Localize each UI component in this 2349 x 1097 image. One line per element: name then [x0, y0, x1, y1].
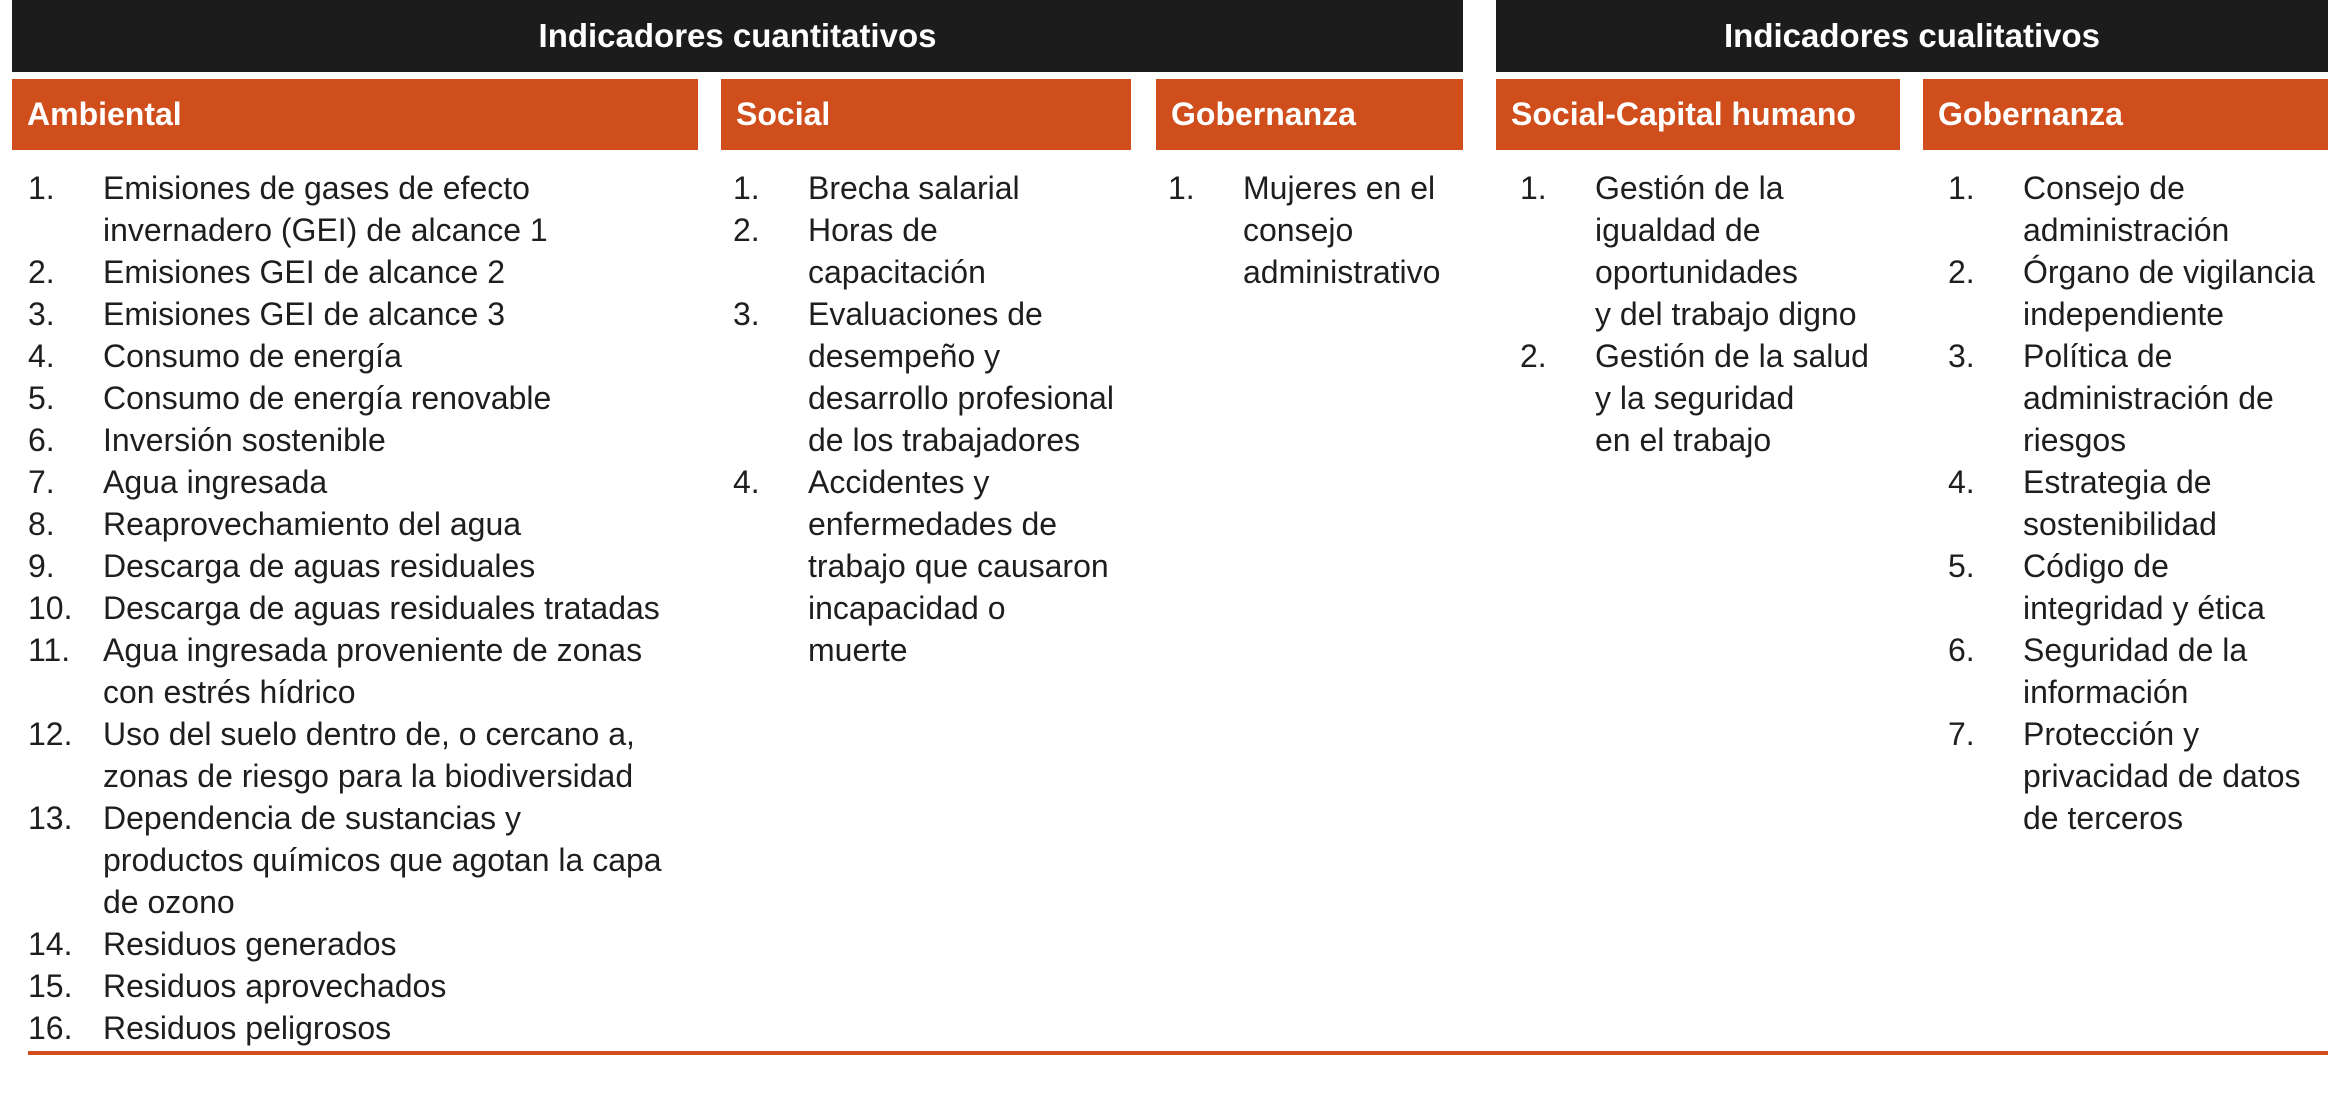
item-text: Residuos generados	[103, 926, 397, 962]
list-item	[733, 461, 1143, 671]
list-item	[28, 377, 708, 419]
item-text: Política de administración de riesgos	[2023, 338, 2274, 458]
item-text: Estrategia de sostenibilidad	[2023, 464, 2217, 542]
item-number: 4.	[1948, 464, 1975, 500]
social-capital-indicator-list	[1520, 167, 1900, 461]
item-number: 11.	[28, 632, 71, 668]
item-number: 1.	[1520, 170, 1547, 206]
quantitative-indicators-header: Indicadores cuantitativos	[12, 0, 1463, 72]
item-number: 4.	[733, 464, 760, 500]
item-text: Agua ingresada proveniente de zonas con estrés hídrico	[103, 632, 643, 710]
list-item	[1948, 629, 2338, 713]
list-item	[28, 629, 708, 713]
item-number: 3.	[1948, 338, 1975, 374]
list-item	[28, 293, 708, 335]
list-item	[28, 713, 708, 797]
list-item	[28, 587, 708, 629]
item-number: 4.	[28, 338, 55, 374]
item-number: 2.	[733, 212, 760, 248]
item-text: Residuos aprovechados	[103, 968, 447, 1004]
list-item	[1948, 251, 2338, 335]
social-indicator-list	[733, 167, 1143, 671]
item-text: Uso del suelo dentro de, o cercano a, zonas de riesgo para la biodiversidad	[103, 716, 635, 794]
category-ambiental: Ambiental	[12, 79, 698, 150]
item-number: 3.	[733, 296, 760, 332]
item-text: Emisiones de gases de efecto invernadero (GEI) de alcance 1	[103, 170, 548, 248]
item-text: Seguridad de la información	[2023, 632, 2248, 710]
item-text: Gestión de la igualdad de oportunidades y del trabajo digno	[1595, 170, 1857, 332]
category-social: Social	[721, 79, 1131, 150]
item-text: Consejo de administración	[2023, 170, 2230, 248]
item-number: 5.	[28, 380, 55, 416]
list-item	[28, 419, 708, 461]
item-number: 3.	[28, 296, 55, 332]
item-number: 1.	[28, 170, 55, 206]
list-item	[28, 1007, 708, 1049]
item-number: 2.	[1948, 254, 1975, 290]
item-number: 6.	[1948, 632, 1975, 668]
item-number: 2.	[1520, 338, 1547, 374]
item-number: 14.	[28, 926, 73, 962]
list-item	[733, 293, 1143, 461]
item-text: Brecha salarial	[808, 170, 1020, 206]
item-number: 9.	[28, 548, 55, 584]
item-text: Inversión sostenible	[103, 422, 386, 458]
category-gobernanza-quantitative: Gobernanza	[1156, 79, 1463, 150]
item-text: Agua ingresada	[103, 464, 328, 500]
list-item	[28, 965, 708, 1007]
item-text: Accidentes y enfermedades de trabajo que causaron incapacidad o muerte	[808, 464, 1109, 668]
item-text: Código de integridad y ética	[2023, 548, 2265, 626]
bottom-divider	[28, 1051, 2328, 1055]
list-item	[28, 167, 708, 251]
item-text: Consumo de energía	[103, 338, 402, 374]
category-gobernanza-qualitative: Gobernanza	[1923, 79, 2328, 150]
list-item	[28, 545, 708, 587]
item-text: Mujeres en el consejo administrativo	[1243, 170, 1441, 290]
list-item	[28, 923, 708, 965]
item-number: 1.	[1948, 170, 1975, 206]
item-text: Evaluaciones de desempeño y desarrollo profesional de los trabajadores	[808, 296, 1114, 458]
item-number: 7.	[28, 464, 55, 500]
item-number: 16.	[28, 1010, 73, 1046]
item-number: 2.	[28, 254, 55, 290]
item-text: Horas de capacitación	[808, 212, 986, 290]
item-text: Gestión de la salud y la seguridad en el trabajo	[1595, 338, 1869, 458]
item-text: Reaprovechamiento del agua	[103, 506, 522, 542]
item-text: Órgano de vigilancia independiente	[2023, 254, 2315, 332]
item-text: Emisiones GEI de alcance 3	[103, 296, 505, 332]
item-number: 6.	[28, 422, 55, 458]
gobernanza-quantitative-indicator-list	[1168, 167, 1468, 293]
list-item	[28, 335, 708, 377]
item-number: 1.	[733, 170, 760, 206]
gobernanza-qualitative-indicator-list	[1948, 167, 2338, 839]
list-item	[1948, 545, 2338, 629]
item-text: Dependencia de sustancias y productos químicos que agotan la capa de ozono	[103, 800, 662, 920]
item-number: 12.	[28, 716, 73, 752]
item-text: Emisiones GEI de alcance 2	[103, 254, 505, 290]
item-number: 8.	[28, 506, 55, 542]
list-item	[28, 251, 708, 293]
item-number: 13.	[28, 800, 73, 836]
category-social-capital-humano: Social-Capital humano	[1496, 79, 1900, 150]
list-item	[1520, 167, 1900, 335]
qualitative-indicators-header: Indicadores cualitativos	[1496, 0, 2328, 72]
list-item	[1948, 335, 2338, 461]
item-text: Consumo de energía renovable	[103, 380, 552, 416]
list-item	[28, 503, 708, 545]
item-text: Descarga de aguas residuales tratadas	[103, 590, 660, 626]
list-item	[1520, 335, 1900, 461]
list-item	[1168, 167, 1468, 293]
item-number: 1.	[1168, 170, 1195, 206]
list-item	[733, 209, 1143, 293]
list-item	[28, 797, 708, 923]
item-number: 15.	[28, 968, 73, 1004]
item-number: 7.	[1948, 716, 1975, 752]
item-text: Residuos peligrosos	[103, 1010, 392, 1046]
list-item	[1948, 461, 2338, 545]
list-item	[733, 167, 1143, 209]
list-item	[1948, 713, 2338, 839]
ambiental-indicator-list	[28, 167, 708, 1049]
item-number: 10.	[28, 590, 73, 626]
item-text: Protección y privacidad de datos de terceros	[2023, 716, 2301, 836]
item-number: 5.	[1948, 548, 1975, 584]
list-item	[1948, 167, 2338, 251]
item-text: Descarga de aguas residuales	[103, 548, 536, 584]
list-item	[28, 461, 708, 503]
